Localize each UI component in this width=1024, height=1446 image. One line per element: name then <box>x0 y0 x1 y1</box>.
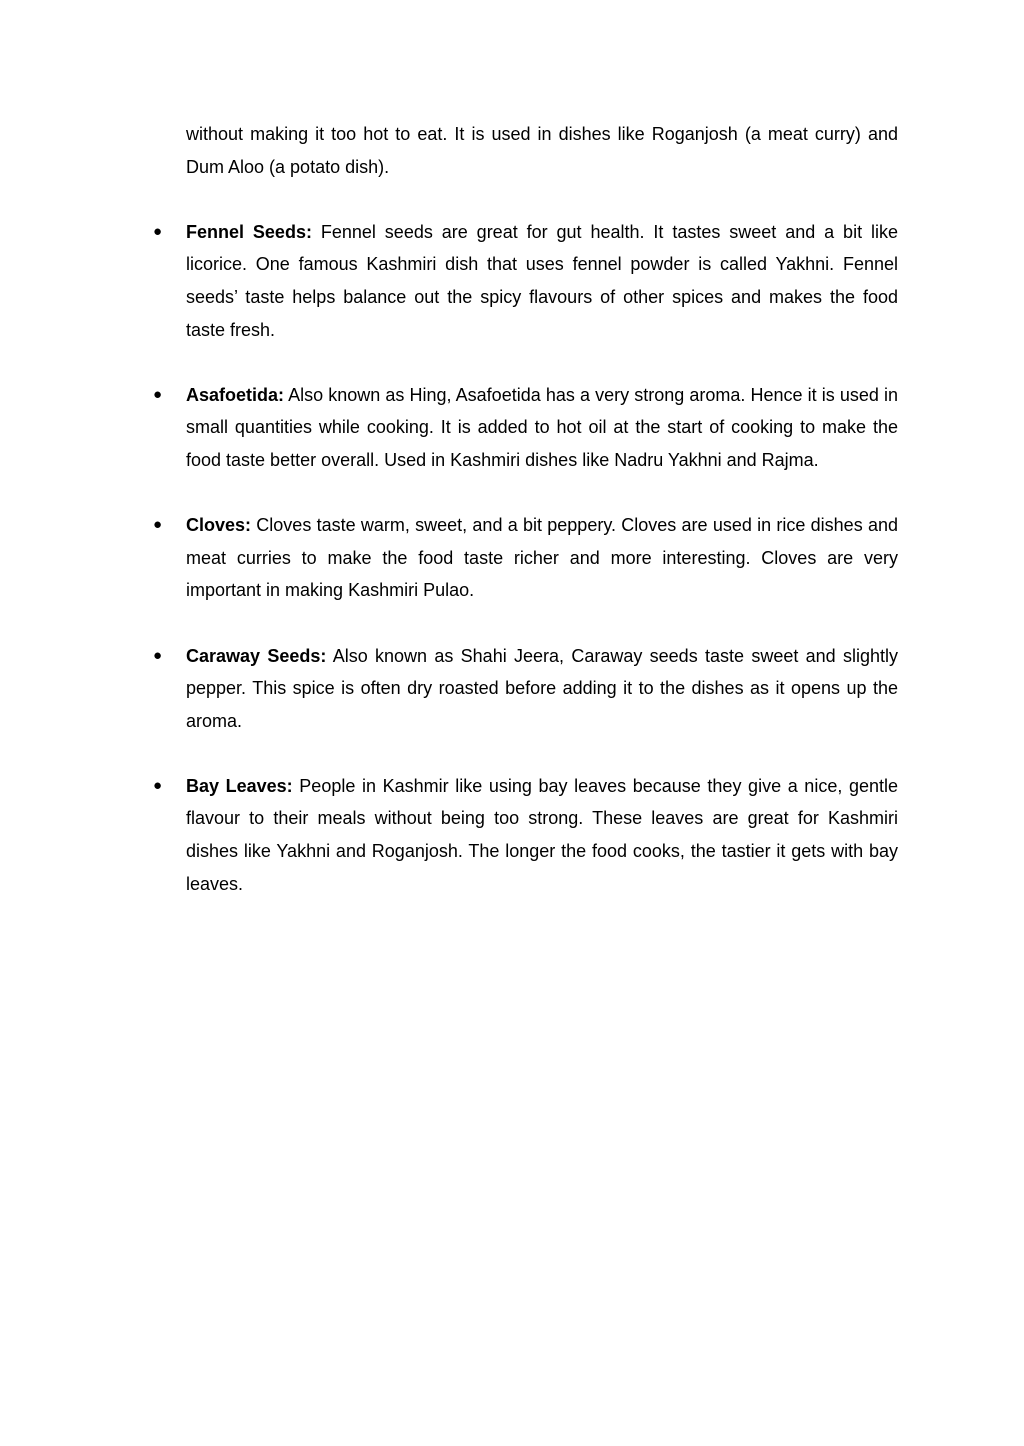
list-item-text <box>186 379 898 477</box>
document-body <box>153 118 899 900</box>
list-item-text <box>186 216 898 346</box>
bullet-icon: ● <box>153 776 163 794</box>
list-item-term: Fennel Seeds: <box>186 221 312 242</box>
bullet-icon: ● <box>153 222 163 240</box>
list-item-cloves <box>153 509 898 607</box>
list-item-text <box>186 640 898 738</box>
list-item-description: Fennel seeds are great for gut health. It tastes sweet and a bit like licorice. One famous Kashmiri dish that uses fennel powder is called Yakhni. Fennel seeds’ taste helps balance out the spicy flavours of other spices and makes the food taste fresh. <box>186 221 898 340</box>
list-item-description: Also known as Shahi Jeera, Caraway seeds taste sweet and slightly pepper. This spice is often dry roasted before adding it to the dishes as it opens up the aroma. <box>186 645 899 731</box>
list-item-text <box>186 509 898 607</box>
list-item-term: Caraway Seeds: <box>186 645 327 666</box>
list-item-caraway-seeds <box>153 640 899 738</box>
bullet-icon: ● <box>153 646 163 664</box>
bullet-icon: ● <box>153 385 163 403</box>
list-item-bay-leaves <box>153 770 898 900</box>
bullet-icon: ● <box>153 516 163 534</box>
list-item-asafoetida <box>153 379 898 477</box>
list-item-text <box>186 770 898 900</box>
intro-paragraph: without making it too hot to eat. It is used in dishes like Roganjosh (a meat curry) and Dum Aloo (a potato dish). <box>186 124 898 177</box>
list-item-term: Cloves: <box>186 515 252 536</box>
list-item-description: People in Kashmir like using bay leaves because they give a nice, gentle flavour to their meals without being too strong. These leaves are great for Kashmiri dishes like Yakhni and Roganjosh. The longer the food cooks, the tastier it gets with bay leaves. <box>186 775 898 894</box>
list-item-description: Cloves taste warm, sweet, and a bit peppery. Cloves are used in rice dishes and meat curries to make the food taste richer and more interesting. Cloves are very important in making Kashmiri Pulao. <box>186 515 898 601</box>
list-item-description: Also known as Hing, Asafoetida has a very strong aroma. Hence it is used in small quantities while cooking. It is added to hot oil at the start of cooking to make the food taste better overall. Used in Kashmiri dishes like Nadru Yakhni and Rajma. <box>186 384 898 470</box>
list-item-term: Bay Leaves: <box>186 775 293 796</box>
list-item-term: Asafoetida: <box>186 384 285 405</box>
list-item-fennel-seeds <box>153 216 898 346</box>
